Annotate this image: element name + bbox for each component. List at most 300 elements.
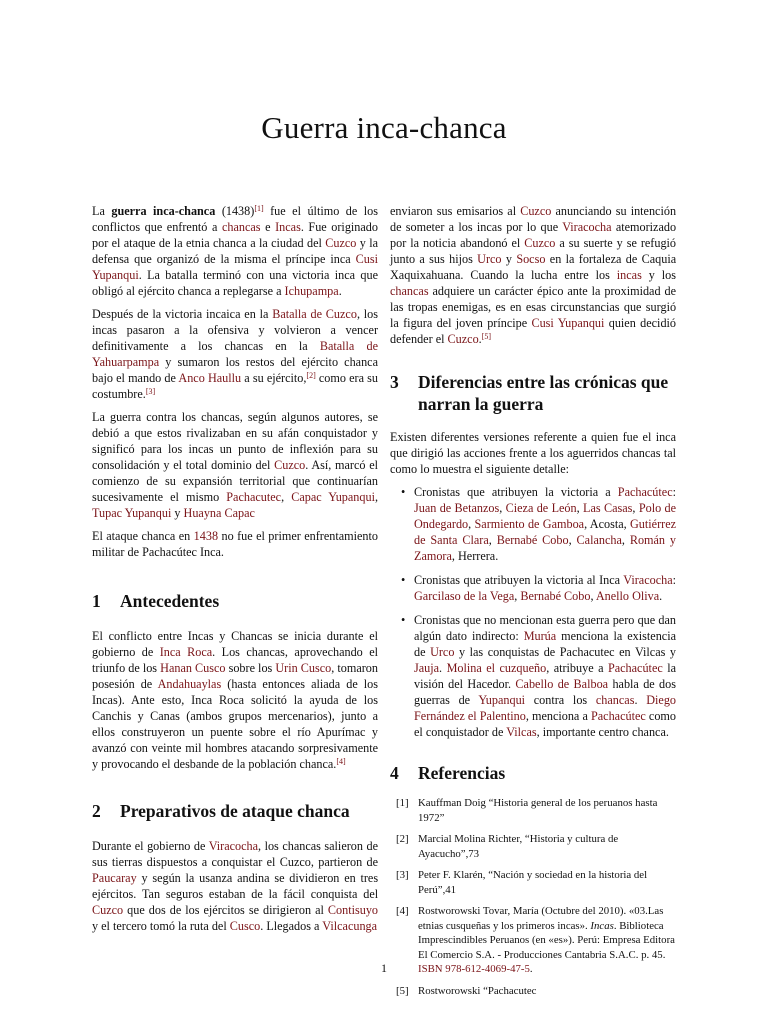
- section-heading-referencias: [390, 762, 676, 784]
- wiki-link[interactable]: 1438: [193, 529, 219, 543]
- text-run: lucha: [530, 268, 558, 282]
- text-run: ruta: [189, 919, 209, 933]
- text-run: y: [648, 268, 655, 282]
- text-run: usanza: [199, 871, 233, 885]
- wiki-link[interactable]: Viracocha: [208, 839, 259, 853]
- text-run: La guerra contra los chancas, según algunos autores, se debió a que estos rivalizaban en su afán conquistador y significó para los incas un punto de inflexión para su consolidación y el total dominio del: [92, 410, 378, 472]
- wiki-link[interactable]: Anco Haullu: [178, 371, 242, 385]
- text-run: sus: [92, 855, 108, 869]
- text-run: andina: [237, 871, 270, 885]
- text-run: ,: [590, 589, 596, 603]
- text-run: incas: [476, 220, 502, 234]
- wiki-link[interactable]: Yupanqui: [478, 693, 526, 707]
- text-run: ,: [488, 533, 497, 547]
- text-run: y: [92, 919, 99, 933]
- citation-link[interactable]: [3]: [145, 387, 156, 396]
- text-run: quien: [608, 316, 636, 330]
- text-run: (hasta entonces aliada de los Incas). Ante esto, Inca Roca solicitó la ayuda de los Canchis y Canas (ambos grupos mercenarios), junto a ellos construyeron un puente sobre el río Apurímac y avanzó con veinte mil hombres atacando sorpresivamente y provocando el desbande de la población chanca.: [92, 677, 378, 771]
- text-run: que: [127, 903, 145, 917]
- text-run: Cronistas que no mencionan esta guerra pero que dan algún dato indirecto:: [414, 613, 676, 643]
- text-run: , tomaron posesión de: [92, 661, 378, 691]
- intro-paragraph-2: [92, 306, 378, 402]
- text-run: entre: [564, 268, 589, 282]
- text-run: que: [623, 300, 642, 314]
- text-run: . La batalla terminó con una victoria inca que obligó al ejército chanca a replegarse a: [92, 268, 378, 298]
- citation-link[interactable]: [4]: [336, 757, 346, 766]
- text-run: , importante centro chanca.: [536, 725, 669, 739]
- text-run: la: [565, 252, 575, 266]
- text-run: la: [177, 919, 187, 933]
- text-run: del: [436, 316, 452, 330]
- wiki-link[interactable]: Viracocha: [562, 220, 612, 234]
- text-run: la visión del Hacedor.: [414, 661, 677, 691]
- text-run: El conflicto entre Incas y Chancas se inicia durante el gobierno de: [92, 629, 378, 659]
- wiki-link[interactable]: chancas: [221, 220, 261, 234]
- text-run: , Acosta,: [584, 517, 630, 531]
- reference-item: [390, 832, 676, 861]
- wiki-link[interactable]: Cuzco: [325, 236, 357, 250]
- text-run: ejércitos.: [92, 887, 137, 901]
- text-run: [589, 268, 596, 282]
- text-run: surgió: [645, 300, 677, 314]
- chronicler-list-item: [390, 484, 676, 564]
- text-run: .: [659, 589, 663, 603]
- text-run: Kauffman Doig “Historia general de los peruanos hasta 1972”: [418, 797, 658, 824]
- bullet-icon: •: [401, 613, 406, 627]
- text-run: (1438): [215, 204, 255, 218]
- text-run: tercero: [112, 919, 147, 933]
- text-run: y sumaron los restos del ejército chanca bajo el mando de: [92, 355, 378, 385]
- text-run: suerte: [583, 236, 613, 250]
- section-heading-diferencias: [390, 371, 676, 415]
- text-run: La: [92, 204, 112, 218]
- text-run: príncipe: [487, 316, 528, 330]
- text-run: abandonó: [460, 236, 508, 250]
- section-number: 4: [390, 763, 399, 783]
- wiki-link[interactable]: Urco: [430, 645, 455, 659]
- text-run: de: [251, 887, 263, 901]
- wiki-link[interactable]: Garcilaso de la Vega: [414, 589, 515, 603]
- text-run: carácter: [494, 284, 534, 298]
- text-run: .: [634, 693, 647, 707]
- wiki-link[interactable]: Viracocha: [623, 573, 673, 587]
- text-run: la: [390, 316, 399, 330]
- text-run: por: [390, 236, 407, 250]
- text-run: emisarios: [456, 204, 504, 218]
- text-run: atemorizado: [615, 220, 677, 234]
- preparativos-continuation: [390, 203, 676, 347]
- wiki-link[interactable]: Cusi: [531, 316, 554, 330]
- text-run: .: [439, 661, 447, 675]
- wiki-link[interactable]: Cuzco: [274, 458, 306, 472]
- text-run: en: [549, 252, 562, 266]
- text-run: y: [616, 236, 623, 250]
- text-run: ejércitos: [203, 903, 245, 917]
- text-run: partieron: [318, 855, 363, 869]
- text-run: según: [152, 871, 181, 885]
- text-run: Durante: [92, 839, 132, 853]
- citation-link[interactable]: [5]: [481, 332, 492, 341]
- wiki-link[interactable]: Cuzco: [520, 204, 552, 218]
- citation-link[interactable]: [2]: [306, 371, 316, 380]
- text-run: épico: [537, 284, 564, 298]
- text-run: de: [625, 252, 638, 266]
- text-run: que: [540, 220, 559, 234]
- text-run: Rostworowski “Pachacutec: [418, 984, 537, 997]
- wiki-link[interactable]: Pachacutec: [226, 490, 282, 504]
- text-run: Existen diferentes versiones referente a quien fue el inca que dirigió las acciones frente a los aguerridos chancas tal como lo muestra el siguiente detalle:: [390, 430, 676, 476]
- text-run: su: [568, 236, 580, 250]
- text-run: ,: [568, 533, 577, 547]
- text-run: El ataque chanca en: [92, 529, 194, 543]
- text-run: ,: [499, 501, 506, 515]
- text-run: intención: [630, 204, 677, 218]
- text-run: Cuzco,: [279, 855, 314, 869]
- text-run: .: [529, 963, 533, 975]
- text-run: y: [505, 252, 512, 266]
- antecedentes-paragraph: [92, 628, 378, 772]
- wiki-link[interactable]: chancas: [595, 693, 635, 707]
- chronicler-list-item: [390, 612, 676, 740]
- text-run: de: [193, 839, 206, 853]
- text-run: , menciona a: [525, 709, 591, 723]
- text-run: por: [506, 220, 523, 234]
- text-run: fortaleza: [578, 252, 622, 266]
- text-run: e: [260, 220, 276, 234]
- text-run: Cuando: [470, 268, 509, 282]
- text-run: ,: [468, 517, 475, 531]
- reference-number: [3]: [396, 869, 409, 881]
- section-heading-antecedentes: [92, 590, 378, 612]
- diferencias-paragraph: [390, 429, 676, 477]
- left-column: [92, 203, 378, 941]
- text-run: salieron: [324, 839, 363, 853]
- text-run: someter: [405, 220, 445, 234]
- text-run: joven: [455, 316, 483, 330]
- text-run: defender: [390, 332, 433, 346]
- text-run: ante: [567, 284, 588, 298]
- wiki-link[interactable]: Cuzco: [92, 903, 124, 917]
- text-run: , Herrera.: [451, 549, 499, 563]
- text-run: [524, 268, 531, 282]
- reference-item: [390, 868, 676, 897]
- text-run: Marcial Molina Richter, “Historia y cultura de Ayacucho”,73: [418, 833, 619, 860]
- text-run: chancas: [282, 839, 321, 853]
- wiki-link[interactable]: Incas: [275, 220, 301, 234]
- wiki-link[interactable]: Murúa: [523, 629, 557, 643]
- text-run: un: [478, 284, 491, 298]
- wiki-link[interactable]: incas: [616, 268, 642, 282]
- intro-paragraph-1: [92, 203, 378, 299]
- text-run: y: [141, 871, 148, 885]
- text-run: Cronistas que atribuyen la victoria al Inca: [414, 573, 624, 587]
- text-run: de: [664, 284, 677, 298]
- section-number: 1: [92, 591, 101, 611]
- text-run: el: [266, 855, 276, 869]
- text-run: habla de dos guerras de: [414, 677, 676, 707]
- text-run: seguros: [165, 887, 204, 901]
- text-run: .: [478, 332, 482, 346]
- wiki-link[interactable]: Yupanqui: [557, 316, 605, 330]
- wiki-link[interactable]: Pachacútec: [590, 709, 646, 723]
- wiki-link[interactable]: Vilcacunga: [322, 919, 378, 933]
- text-run: dos: [148, 903, 166, 917]
- preparativos-paragraph-continued: [390, 203, 676, 347]
- bullet-icon: •: [401, 485, 406, 499]
- text-run: circunstancias: [550, 300, 620, 314]
- wiki-link[interactable]: Ichupampa: [284, 284, 339, 298]
- text-run: no fue el primer enfrentamiento militar de Pachacútec Inca.: [92, 529, 378, 559]
- wiki-link[interactable]: Batalla de Cuzco: [272, 307, 357, 321]
- bold-term: guerra inca-chanca: [111, 204, 216, 218]
- wiki-link[interactable]: Urco: [477, 252, 502, 266]
- reference-item: [390, 796, 676, 825]
- text-run: .: [338, 284, 342, 298]
- text-run: en: [509, 300, 522, 314]
- text-run: [610, 268, 617, 282]
- text-run: hijos: [449, 252, 473, 266]
- text-run: fue el último de los conflictos que enfrentó a: [92, 204, 378, 234]
- text-run: de: [169, 903, 182, 917]
- text-run: gobierno: [147, 839, 191, 853]
- intro-paragraph-4: [92, 528, 378, 560]
- text-run: contra los: [525, 693, 596, 707]
- section-title: Referencias: [418, 763, 506, 783]
- wiki-link[interactable]: Contisuyo: [327, 903, 379, 917]
- text-run: . Biblioteca Imprescindibles Peruanos (en «es»). Perú: Empresa Editora El Comercio S.A. - Producciones Cantabria S.A.C. p. 45.: [418, 919, 675, 961]
- text-run: a: [201, 855, 208, 869]
- text-run: adquiere: [432, 284, 475, 298]
- text-run: ,: [621, 533, 630, 547]
- wiki-link[interactable]: Gutiérrez de Santa Clara: [414, 517, 677, 547]
- text-run: a su ejército,: [241, 371, 307, 385]
- text-run: la: [515, 268, 525, 282]
- text-run: Llegados: [266, 919, 311, 933]
- section-title: Diferencias entre las crónicas que narran la guerra: [418, 372, 669, 414]
- text-run: enemigas,: [442, 300, 492, 314]
- text-run: . Los chancas, aprovechando el triunfo de los: [92, 645, 378, 675]
- text-run: Cronistas que atribuyen la victoria a: [414, 485, 618, 499]
- text-run: tomó: [149, 919, 175, 933]
- wiki-link[interactable]: Cuzco: [447, 332, 479, 346]
- text-run: su: [615, 204, 627, 218]
- wiki-link[interactable]: Hanan Cusco: [160, 661, 226, 675]
- text-run: dispuestos: [146, 855, 198, 869]
- text-run: sus: [436, 204, 453, 218]
- text-run: la: [268, 887, 278, 901]
- text-run: el: [101, 919, 110, 933]
- text-run: , atribuye a: [546, 661, 608, 675]
- text-run: como era su costumbre.: [92, 371, 378, 401]
- reference-item: [390, 984, 676, 999]
- text-run: se: [248, 903, 259, 917]
- text-run: tierras: [111, 855, 143, 869]
- text-run: fácil: [283, 887, 305, 901]
- text-run: Xaquixahuana.: [390, 268, 464, 282]
- text-run: Rostworowski Tovar, María (Octubre del 2010). «03.Las etnias cusqueñas y los primeros incas».: [418, 905, 664, 932]
- text-run: conquistar: [211, 855, 263, 869]
- wiki-link[interactable]: Jauja: [414, 661, 440, 675]
- text-run: junto: [390, 252, 416, 266]
- section-title: Preparativos de ataque chanca: [120, 801, 350, 821]
- wiki-link[interactable]: Bernabé Cobo: [496, 533, 569, 547]
- text-run: .: [260, 919, 264, 933]
- wiki-link[interactable]: Bernabé Cobo: [520, 589, 591, 603]
- text-run: figura: [403, 316, 433, 330]
- text-run: al: [315, 903, 324, 917]
- text-run: dividieron: [289, 871, 340, 885]
- text-run: a: [419, 252, 425, 266]
- reference-number: [5]: [396, 984, 409, 997]
- page-title: Guerra inca-chanca: [261, 110, 507, 145]
- text-run: Peter F. Klarén, “Nación y sociedad en la historia del Perú”,41: [418, 869, 648, 896]
- wiki-link[interactable]: Juan de Betanzos: [414, 501, 500, 515]
- wiki-link[interactable]: Pachacútec: [607, 661, 663, 675]
- text-run: :: [672, 485, 676, 499]
- text-run: sus: [429, 252, 445, 266]
- text-run: conquista: [310, 887, 358, 901]
- text-run: noticia: [422, 236, 457, 250]
- text-run: ,: [632, 501, 639, 515]
- text-run: anunciando: [555, 204, 612, 218]
- wiki-link[interactable]: Batalla de Yahuarpampa: [92, 339, 378, 369]
- wiki-link[interactable]: Huayna Capac: [183, 506, 255, 520]
- wiki-link[interactable]: Cuzco: [524, 236, 556, 250]
- text-run: proximidad: [604, 284, 661, 298]
- text-run: a: [559, 236, 565, 250]
- intro-paragraph-3: [92, 409, 378, 521]
- wiki-link[interactable]: Cusi Yupanqui: [92, 252, 378, 282]
- text-run: , los incas pasaron a la ofensiva y volvieron a vencer definitivamente a los chancas en la: [92, 307, 379, 353]
- wiki-link[interactable]: ISBN 978-612-4069-47-5: [418, 963, 530, 975]
- text-run: :: [672, 573, 676, 587]
- text-run: ,: [514, 589, 521, 603]
- text-run: los: [185, 903, 200, 917]
- wiki-link[interactable]: Pachacútec: [617, 485, 673, 499]
- text-run: sobre los: [225, 661, 276, 675]
- text-run: de: [390, 220, 402, 234]
- text-run: ,: [281, 490, 292, 504]
- text-run: la: [185, 871, 195, 885]
- text-run: de: [366, 839, 378, 853]
- wiki-link[interactable]: Andahuaylas: [157, 677, 222, 691]
- text-run: esas: [525, 300, 547, 314]
- text-run: a: [448, 220, 455, 234]
- chroniclers-list: [390, 484, 676, 740]
- text-run: se: [274, 871, 285, 885]
- text-run: de: [366, 855, 379, 869]
- wiki-link[interactable]: chancas: [390, 284, 429, 298]
- wiki-link[interactable]: Diego Fernández el Palentino: [414, 693, 677, 723]
- text-run: las: [390, 300, 404, 314]
- text-run: y la defensa que organizó de la misma el príncipe inca: [92, 236, 379, 266]
- page-number: 1: [381, 961, 387, 975]
- text-run: los: [264, 839, 279, 853]
- wiki-link[interactable]: Sarmiento de Gamboa: [474, 517, 585, 531]
- text-run: . Fue originado por el ataque de la etnia chanca a la ciudad del: [92, 220, 378, 250]
- citation-link[interactable]: [1]: [254, 204, 264, 213]
- right-column: [390, 203, 676, 1005]
- text-run: Después de la victoria incaica en la: [92, 307, 273, 321]
- bullet-icon: •: [401, 573, 406, 587]
- section-number: 3: [390, 372, 399, 392]
- section-heading-preparativos: [92, 800, 378, 822]
- text-run: Tan: [141, 887, 161, 901]
- text-run: en: [344, 871, 356, 885]
- wiki-link[interactable]: Vilcas: [506, 725, 537, 739]
- text-run: dirigieron: [263, 903, 312, 917]
- text-run: los: [458, 220, 473, 234]
- text-run: y: [171, 506, 184, 520]
- text-run: el: [435, 332, 445, 346]
- wiki-link[interactable]: Socso: [516, 252, 546, 266]
- text-run: como el conquistador de: [414, 709, 676, 739]
- text-run: del: [363, 887, 379, 901]
- text-run: a: [314, 919, 320, 933]
- text-run: y las conquistas de Pachacutec en Vilcas y: [454, 645, 676, 659]
- wiki-link[interactable]: Calancha: [576, 533, 622, 547]
- text-run: la: [410, 236, 420, 250]
- preparativos-paragraph: [92, 838, 378, 934]
- text-run: [655, 268, 662, 282]
- wiki-link[interactable]: Inca Roca: [159, 645, 213, 659]
- text-run: [642, 268, 649, 282]
- wiki-link[interactable]: Polo de Ondegardo: [414, 501, 677, 531]
- text-run: decidió: [640, 316, 677, 330]
- wiki-link[interactable]: Tupac Yupanqui: [92, 506, 172, 520]
- reference-number: [1]: [396, 797, 409, 809]
- reference-number: [2]: [396, 833, 409, 845]
- text-run: estaban: [208, 887, 246, 901]
- text-run: el: [134, 839, 144, 853]
- chronicler-list-item: [390, 572, 676, 604]
- wiki-link[interactable]: Capac Yupanqui: [291, 490, 375, 504]
- text-run: Caquia: [641, 252, 677, 266]
- section-number: 2: [92, 801, 101, 821]
- text-run: tropas: [407, 300, 438, 314]
- text-run: tres: [360, 871, 379, 885]
- text-run: ,: [374, 490, 379, 504]
- text-run: enviaron: [390, 204, 433, 218]
- text-run: los: [595, 268, 610, 282]
- text-run: del: [211, 919, 227, 933]
- text-run: ,: [258, 839, 262, 853]
- text-run: . Así, marcó el comienzo de su expansión territorial que continuarían sucesivamente el mismo: [92, 458, 378, 504]
- text-run: los: [661, 268, 677, 282]
- reference-number: [4]: [396, 905, 409, 917]
- wiki-link[interactable]: Anello Oliva: [595, 589, 660, 603]
- wiki-link[interactable]: Cusco: [229, 919, 261, 933]
- text-run: es: [495, 300, 506, 314]
- wiki-link[interactable]: Molina el cuzqueño: [446, 661, 547, 675]
- wiki-link[interactable]: Cieza de León: [505, 501, 577, 515]
- text-run: ,: [576, 501, 584, 515]
- text-run: al: [507, 204, 517, 218]
- italic-text: Incas: [590, 919, 614, 932]
- wiki-link[interactable]: Paucaray: [92, 871, 137, 885]
- section-title: Antecedentes: [120, 591, 220, 611]
- wiki-link[interactable]: Cabello de Balboa: [515, 677, 609, 691]
- text-run: el: [511, 236, 521, 250]
- wiki-link[interactable]: Urin Cusco: [275, 661, 332, 675]
- text-run: menciona la existencia de: [414, 629, 676, 659]
- text-run: lo: [526, 220, 537, 234]
- wiki-link[interactable]: Román y Zamora: [414, 533, 676, 563]
- text-run: la: [591, 284, 601, 298]
- text-run: se: [626, 236, 637, 250]
- wiki-link[interactable]: Las Casas: [583, 501, 633, 515]
- text-run: refugió: [640, 236, 677, 250]
